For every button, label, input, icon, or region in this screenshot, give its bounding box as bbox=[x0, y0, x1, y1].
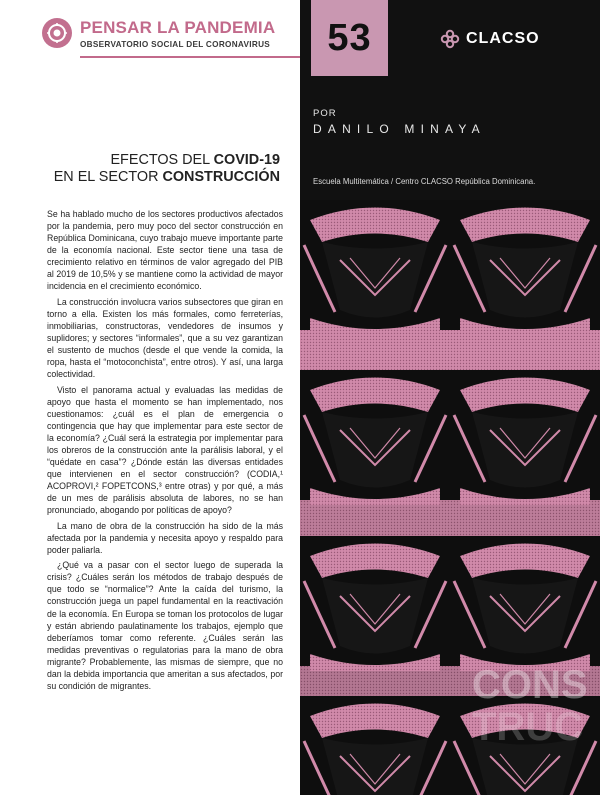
byline-por: POR bbox=[313, 108, 337, 119]
author-name: DANILO MINAYA bbox=[313, 122, 486, 136]
cover-artwork bbox=[300, 200, 600, 795]
paragraph: La mano de obra de la construcción ha sido de la más afectada por la pandemia y necesita apoyo y respaldo para poder paliarla. bbox=[47, 520, 283, 555]
header-divider bbox=[80, 56, 302, 58]
article-title bbox=[54, 152, 280, 186]
title-line1-normal: EFECTOS DEL bbox=[110, 152, 214, 168]
artwork-image bbox=[300, 200, 600, 795]
brand-subtitle: OBSERVATORIO SOCIAL DEL CORONAVIRUS bbox=[80, 40, 271, 49]
paragraph: Visto el panorama actual y evaluadas las medidas de apoyo que hasta el momento se han implementado, nos cuestionamos: ¿cuál es el plan de emergencia o contingencia que hay que implementar para este sector de la economía? ¿Cuál será la estrategia por implementar para los obreros de la construcción ante la parálisis laboral, y el “quédate en casa”? ¿Dónde están las diversas entidades que intervienen en el sector construcción? (CODIA,¹ ACOPROVI,² FOPETCONS,³ entre otras) y por qué, a más de un mes de parálisis absoluta de labores, no se han pronunciado, abogando por políticas de apoyo? bbox=[47, 384, 283, 516]
page-number: 53 bbox=[327, 16, 372, 59]
page-number-box bbox=[311, 0, 388, 76]
brand-title: PENSAR LA PANDEMIA bbox=[80, 18, 276, 37]
brand-header bbox=[42, 18, 300, 56]
artwork-overlay-text-2: TRUC bbox=[472, 705, 584, 749]
paragraph: ¿Qué va a pasar con el sector luego de superada la crisis? ¿Cuáles serán los métodos de trabajo después de que todo se “normalice”? Ante la caída del turismo, la construcción juega un papel fundamental en la reactivación de la economía. En Europa se toman los protocolos de lugar y están abriendo paulatinamente los trabajos, ejemplo que deberíamos tomar como referente. ¿Cuáles serán las medidas preventivas o regulatorias para la mano de obra migrante? Probablemente, las mismas de siempre, que no dan la debida importancia que ameritan a sus afectados, por su condición de migrantes. bbox=[47, 560, 283, 691]
paragraph: La construcción involucra varios subsectores que giran en torno a ella. Existen los más formales, como ferreterías, inmobiliarias, constructoras, vendedores de insumos y suplidores; y sectores “informales”, que a su vez garantizan el sustento de muchos (desde el que vende la comida, la ropa, hasta el “motoconchista”, entre otros). Y así, una larga colectividad. bbox=[47, 296, 283, 380]
article-body bbox=[47, 208, 283, 695]
paragraph: Se ha hablado mucho de los sectores productivos afectados por la pandemia, pero muy poco del sector construcción en República Dominicana, cuyo trabajo mueve importante parte de la economía nacional. Este sector tiene una tasa de crecimiento relativo en términos de valor agregado del PIB al 2019 de 10,5% y se mantiene como la actividad de mayor incidencia en el crecimiento económico. bbox=[47, 209, 283, 292]
title-line2-bold: CONSTRUCCIÓN bbox=[162, 169, 280, 185]
title-line1-bold: COVID-19 bbox=[213, 152, 280, 168]
clacso-knot-icon bbox=[440, 29, 460, 49]
title-line2-normal: EN EL SECTOR bbox=[53, 169, 163, 185]
artwork-overlay-text: CONS bbox=[472, 663, 588, 707]
author-affiliation: Escuela Multitemática / Centro CLACSO República Dominicana. bbox=[313, 177, 536, 186]
clacso-text: CLACSO bbox=[466, 30, 540, 47]
clacso-logo bbox=[440, 27, 540, 51]
coronavirus-logo-icon bbox=[42, 18, 72, 48]
